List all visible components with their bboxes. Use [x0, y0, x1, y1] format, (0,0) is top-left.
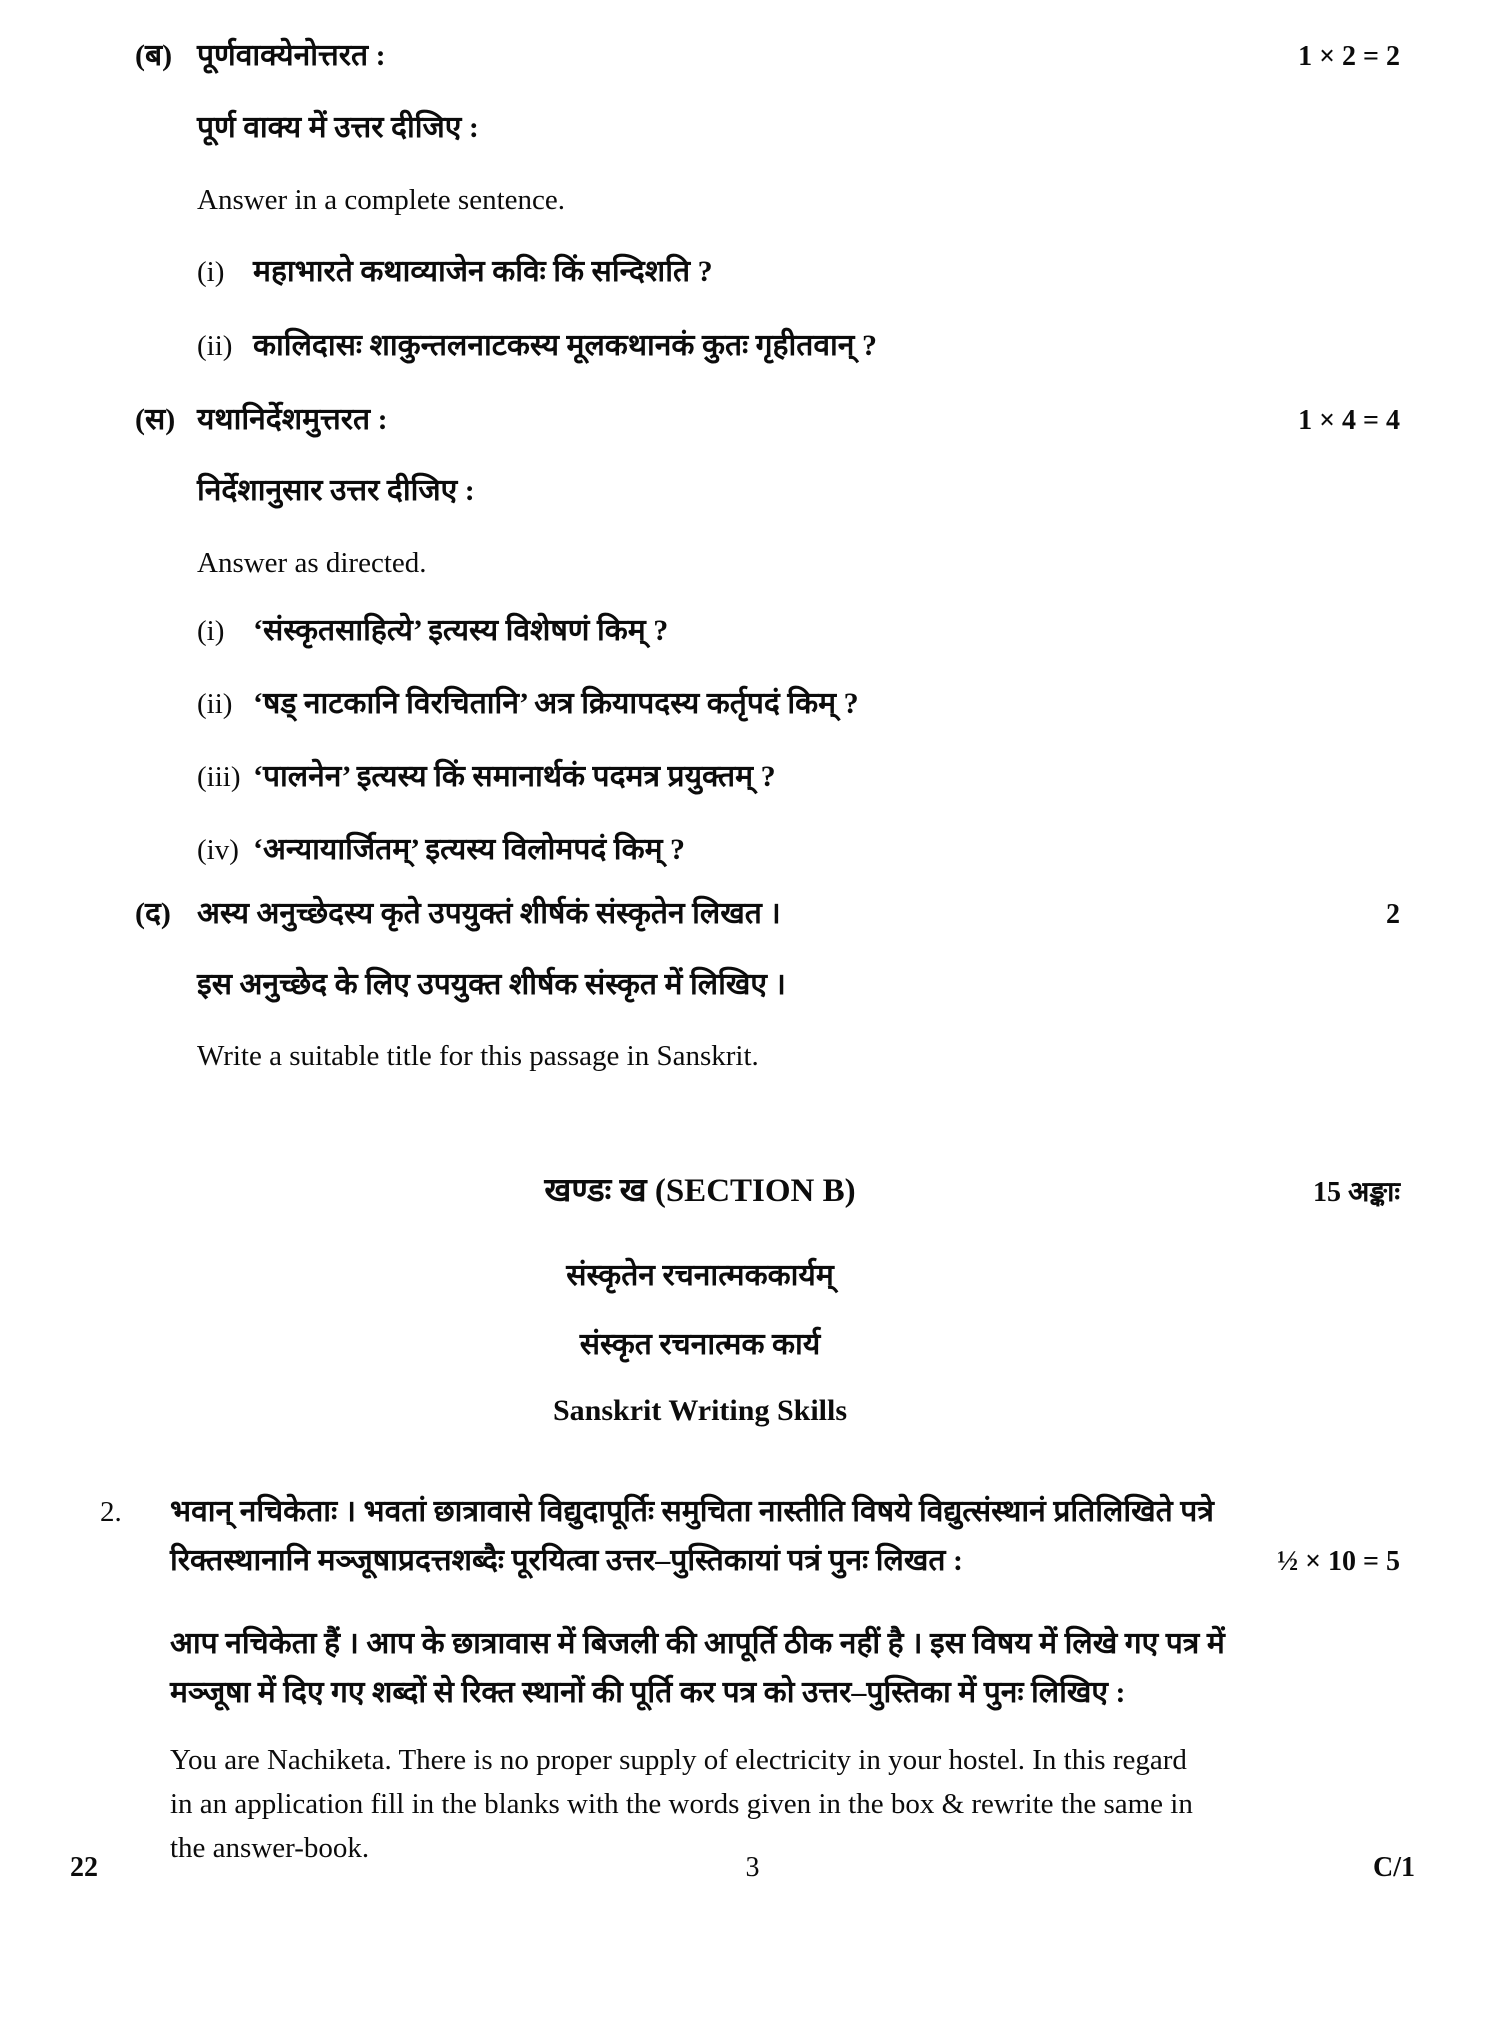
- part-b-title-english: Answer in a complete sentence.: [197, 184, 565, 216]
- part-b-title-sanskrit: पूर्णवाक्येनोत्तरत :: [197, 39, 386, 72]
- part-s-title-hindi-row: [135, 469, 1400, 513]
- part-b-marks: 1 × 2 = 2: [1298, 41, 1400, 72]
- item-number: (i): [197, 256, 225, 288]
- part-d-marks: 2: [1386, 899, 1400, 930]
- footer-paper-code: C/1: [1373, 1852, 1415, 1883]
- part-b-title-hindi: पूर्ण वाक्य में उत्तर दीजिए :: [197, 111, 479, 144]
- part-s-title-english: Answer as directed.: [197, 547, 427, 579]
- part-s-marks: 1 × 4 = 4: [1298, 405, 1400, 436]
- section-b-sub-hindi-row: [135, 1323, 1400, 1372]
- question-2-english-line-1: [170, 1738, 1400, 1782]
- question-2-english-line-2: [170, 1782, 1400, 1826]
- part-s-item-2: [135, 682, 1400, 726]
- part-b-label: (ब): [135, 39, 173, 72]
- question-2-marks: ½ × 10 = 5: [1277, 1546, 1400, 1577]
- item-text: कालिदासः शाकुन्तलनाटकस्य मूलकथानकं कुतः गृहीतवान् ?: [253, 329, 877, 362]
- question-2-english-line: You are Nachiketa. There is no proper supply of electricity in your hostel. In this regard: [170, 1744, 1187, 1776]
- item-number: (iii): [197, 761, 241, 793]
- section-b-sub-english: Sanskrit Writing Skills: [553, 1394, 847, 1427]
- part-d-line-english: Write a suitable title for this passage in Sanskrit.: [197, 1040, 759, 1072]
- question-2-sanskrit-line: रिक्तस्थानानि मञ्जूषाप्रदत्तशब्दैः पूरयित्वा उत्तर–पुस्तिकायां पत्रं पुनः लिखत :: [170, 1544, 963, 1577]
- question-2-line-2: [100, 1539, 1400, 1584]
- question-2-hindi-line-2: [170, 1671, 1400, 1715]
- part-b-header: [135, 34, 1400, 79]
- question-2-hindi-line: मञ्जूषा में दिए गए शब्दों से रिक्त स्थानों की पूर्ति कर पत्र को उत्तर–पुस्तिका में पुनः लिखिए :: [170, 1676, 1126, 1709]
- part-b-title-hindi-row: [135, 106, 1400, 150]
- part-d-line-sanskrit: अस्य अनुच्छेदस्य कृते उपयुक्तं शीर्षकं संस्कृतेन लिखत ।: [197, 897, 781, 930]
- question-2-line-1: [100, 1490, 1400, 1534]
- item-text: महाभारते कथाव्याजेन कविः किं सन्दिशति ?: [253, 255, 713, 288]
- section-b-sub-sanskrit-row: [135, 1254, 1400, 1303]
- section-b-heading-row: [135, 1169, 1400, 1219]
- item-number: (i): [197, 615, 225, 647]
- document-body: [100, 14, 1400, 1914]
- footer-page-code-left: 22: [70, 1852, 98, 1883]
- part-s-title-hindi: निर्देशानुसार उत्तर दीजिए :: [197, 474, 475, 507]
- section-b-heading: खण्डः ख (SECTION B): [544, 1173, 856, 1209]
- item-number: (iv): [197, 834, 239, 866]
- item-text: ‘संस्कृतसाहित्ये’ इत्यस्य विशेषणं किम् ?: [253, 614, 669, 647]
- part-s-item-1: [135, 609, 1400, 653]
- item-text: ‘पालनेन’ इत्यस्य किं समानार्थकं पदमत्र प्रयुक्तम् ?: [253, 760, 776, 793]
- part-s-title-sanskrit: यथानिर्देशमुत्तरत :: [197, 403, 388, 436]
- question-2-number: 2.: [100, 1496, 122, 1528]
- part-s-title-english-row: [135, 541, 1400, 585]
- question-2-english-line: in an application fill in the blanks with the words given in the box & rewrite the same in: [170, 1788, 1193, 1820]
- part-d-line-english-row: [135, 1034, 1400, 1078]
- part-d-line-hindi-row: [135, 963, 1400, 1007]
- part-b-item-1: [135, 250, 1400, 294]
- question-2-sanskrit-line: भवान् नचिकेताः । भवतां छात्रावासे विद्युदापूर्तिः समुचिता नास्तीति विषये विद्युत्संस्थानं प्रतिलिखिते पत्रे: [170, 1495, 1214, 1528]
- part-b-title-english-row: [135, 178, 1400, 222]
- section-b-sub-english-row: [135, 1389, 1400, 1438]
- part-d-header: [135, 892, 1400, 937]
- part-b-item-2: [135, 324, 1400, 368]
- item-number: (ii): [197, 330, 233, 362]
- part-s-label: (स): [135, 403, 176, 436]
- item-number: (ii): [197, 688, 233, 720]
- question-2-english-line: the answer-book.: [170, 1832, 370, 1864]
- section-b-marks: 15 अङ्काः: [1312, 1177, 1400, 1208]
- part-s-item-3: [135, 755, 1400, 799]
- section-b-sub-hindi: संस्कृत रचनात्मक कार्य: [579, 1328, 821, 1361]
- question-2-hindi-line-1: [170, 1622, 1400, 1666]
- part-d-line-hindi: इस अनुच्छेद के लिए उपयुक्त शीर्षक संस्कृत में लिखिए ।: [197, 968, 786, 1001]
- part-d-label: (द): [135, 897, 171, 930]
- item-text: ‘षड् नाटकानि विरचितानि’ अत्र क्रियापदस्य कर्तृपदं किम् ?: [253, 687, 859, 720]
- section-b-sub-sanskrit: संस्कृतेन रचनात्मककार्यम्: [566, 1259, 834, 1292]
- part-s-item-4: [135, 828, 1400, 872]
- footer-page-number: 3: [745, 1852, 760, 1883]
- item-text: ‘अन्यायार्जितम्’ इत्यस्य विलोमपदं किम् ?: [253, 833, 686, 866]
- part-s-header: [135, 398, 1400, 443]
- question-2-hindi-line: आप नचिकेता हैं । आप के छात्रावास में बिजली की आपूर्ति ठीक नहीं है । इस विषय में लिखे गए पत्र में: [170, 1627, 1225, 1660]
